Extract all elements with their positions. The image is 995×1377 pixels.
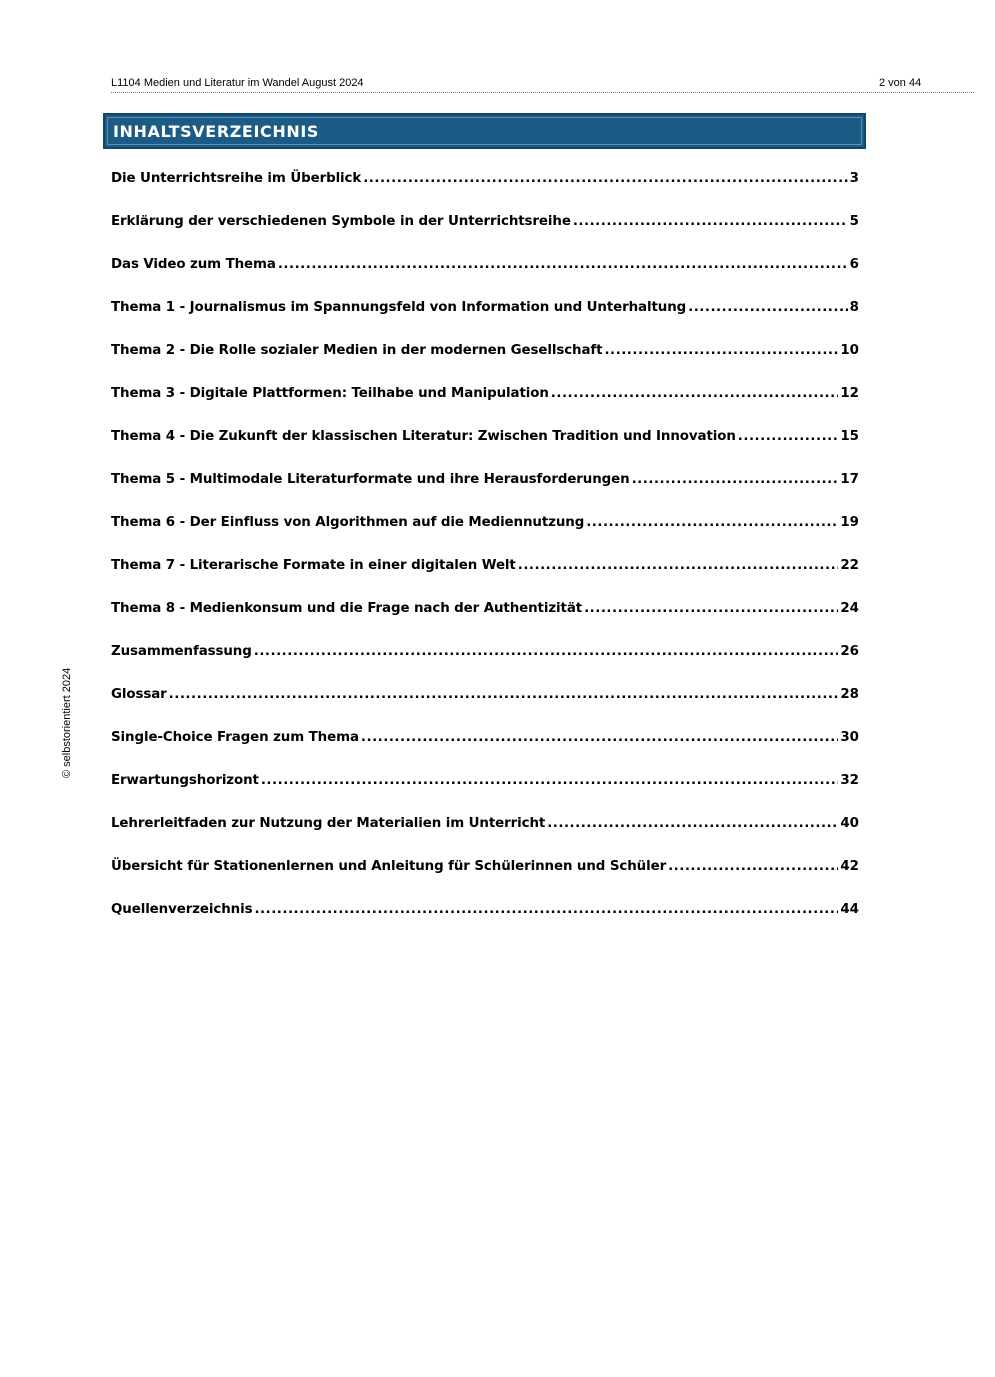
toc-entry-page: 28 xyxy=(840,687,859,702)
dot-leader xyxy=(254,643,839,661)
dot-leader xyxy=(668,858,838,876)
toc-entry-title: Thema 8 - Medienkonsum und die Frage nach der Authentizität xyxy=(111,601,583,616)
toc-entry-page: 30 xyxy=(840,730,859,745)
toc-entry[interactable] xyxy=(111,428,859,471)
copyright-note: © selbstorientiert 2024 xyxy=(61,667,73,778)
toc-entry-page: 3 xyxy=(849,171,859,186)
document-title: L1104 Medien und Literatur im Wandel August 2024 xyxy=(111,77,364,89)
toc-entry[interactable] xyxy=(111,471,859,514)
toc-entry[interactable] xyxy=(111,815,859,858)
toc-entry-title: Single-Choice Fragen zum Thema xyxy=(111,730,359,745)
toc-entry[interactable] xyxy=(111,385,859,428)
toc-entry[interactable] xyxy=(111,729,859,772)
toc-entry-title: Lehrerleitfaden zur Nutzung der Materialien im Unterricht xyxy=(111,816,546,831)
toc-entry[interactable] xyxy=(111,901,859,944)
toc-entry[interactable] xyxy=(111,256,859,299)
toc-entry-title: Die Unterrichtsreihe im Überblick xyxy=(111,171,362,186)
toc-entry-page: 17 xyxy=(840,472,859,487)
toc-entry-title: Thema 3 - Digitale Plattformen: Teilhabe und Manipulation xyxy=(111,386,549,401)
toc-entry-page: 40 xyxy=(840,816,859,831)
toc-entry-title: Quellenverzeichnis xyxy=(111,902,253,917)
toc-entry-title: Thema 1 - Journalismus im Spannungsfeld von Information und Unterhaltung xyxy=(111,300,687,315)
toc-entry-page: 5 xyxy=(849,214,859,229)
toc-entry-title: Thema 5 - Multimodale Literaturformate und ihre Herausforderungen xyxy=(111,472,630,487)
toc-entry[interactable] xyxy=(111,858,859,901)
dot-leader xyxy=(518,557,839,575)
toc-entry[interactable] xyxy=(111,557,859,600)
toc-entry-title: Erklärung der verschiedenen Symbole in der Unterrichtsreihe xyxy=(111,214,571,229)
toc-heading: INHALTSVERZEICHNIS xyxy=(113,122,320,141)
toc-entry[interactable] xyxy=(111,342,859,385)
toc-entry-title: Erwartungshorizont xyxy=(111,773,259,788)
dot-leader xyxy=(573,213,848,231)
toc-entry-page: 26 xyxy=(840,644,859,659)
toc-entry-page: 32 xyxy=(840,773,859,788)
toc-entry-page: 19 xyxy=(840,515,859,530)
toc-entry-page: 6 xyxy=(849,257,859,272)
dot-leader xyxy=(254,901,838,919)
toc-entry-title: Zusammenfassung xyxy=(111,644,252,659)
toc-entry[interactable] xyxy=(111,170,859,213)
toc-entry-page: 12 xyxy=(840,386,859,401)
toc-entry-title: Glossar xyxy=(111,687,167,702)
dot-leader xyxy=(278,256,848,274)
dot-leader xyxy=(551,385,839,403)
toc-heading-bar xyxy=(103,113,866,149)
toc-entry[interactable] xyxy=(111,600,859,643)
dot-leader xyxy=(688,299,848,317)
toc-entry-title: Thema 7 - Literarische Formate in einer digitalen Welt xyxy=(111,558,516,573)
dot-leader xyxy=(363,170,847,188)
toc-entry-title: Das Video zum Thema xyxy=(111,257,276,272)
toc-entry-title: Thema 4 - Die Zukunft der klassischen Literatur: Zwischen Tradition und Innovation xyxy=(111,429,736,444)
toc-entry-page: 22 xyxy=(840,558,859,573)
toc-entry-title: Thema 2 - Die Rolle sozialer Medien in der modernen Gesellschaft xyxy=(111,343,603,358)
toc-entry-title: Übersicht für Stationenlernen und Anleitung für Schülerinnen und Schüler xyxy=(111,859,667,874)
dot-leader xyxy=(361,729,838,747)
dot-leader xyxy=(169,686,839,704)
dot-leader xyxy=(261,772,839,790)
toc-entry[interactable] xyxy=(111,772,859,815)
dot-leader xyxy=(547,815,838,833)
toc-entry[interactable] xyxy=(111,643,859,686)
dot-leader xyxy=(584,600,838,618)
toc-entry-page: 15 xyxy=(840,429,859,444)
toc-entry[interactable] xyxy=(111,299,859,342)
toc-entry-page: 42 xyxy=(840,859,859,874)
page-header xyxy=(111,76,974,93)
page-indicator: 2 von 44 xyxy=(879,77,922,89)
toc-entry-page: 44 xyxy=(840,902,859,917)
toc-entry[interactable] xyxy=(111,686,859,729)
toc-entry[interactable] xyxy=(111,514,859,557)
dot-leader xyxy=(586,514,838,532)
dot-leader xyxy=(738,428,839,446)
dot-leader xyxy=(632,471,839,489)
dot-leader xyxy=(604,342,838,360)
toc-entry[interactable] xyxy=(111,213,859,256)
toc-entry-page: 10 xyxy=(840,343,859,358)
table-of-contents xyxy=(111,170,859,944)
toc-entry-page: 8 xyxy=(849,300,859,315)
toc-entry-title: Thema 6 - Der Einfluss von Algorithmen auf die Mediennutzung xyxy=(111,515,585,530)
toc-entry-page: 24 xyxy=(840,601,859,616)
